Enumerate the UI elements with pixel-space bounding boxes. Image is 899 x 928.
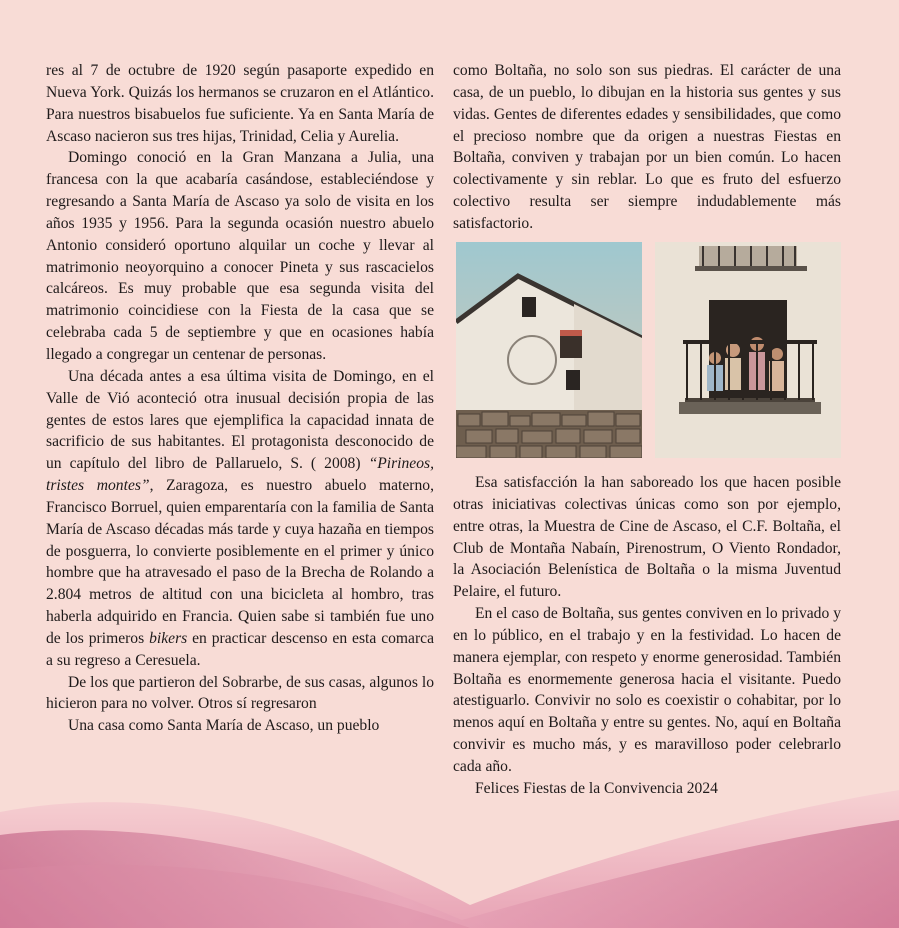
- book-title: “Pirineos, tristes montes”: [46, 455, 434, 495]
- photo-house-facade: [456, 242, 642, 458]
- left-text-column: [46, 60, 434, 737]
- paragraph-text: Una década antes a esa última visita de Domingo, en el Valle de Vió aconteció otra inusual decisión propia de las gentes de estos lares que ejemplifica la capacidad innata de sacrificio de sus habitantes. El protagonista desconocido de un capítulo del libro de Pallaruelo, S. ( 2008): [46, 367, 434, 473]
- paragraph: Una casa como Santa María de Ascaso, un pueblo: [68, 717, 380, 735]
- paragraph-text: en practicar descenso en esta comarca a su regreso a Ceresuela.: [46, 629, 434, 669]
- paragraph: como Boltaña, no solo son sus piedras. El carácter de una casa, de un pueblo, lo dibujan en la historia sus gentes y sus vidas. Gentes de diferentes edades y sensibilidades, que como el precioso nombre que da origen a nuestras Fiestas en Boltaña, conviven y trabajan por un bien común. Lo hacen colectivamente y sin reblar. Lo que es fruto del esfuerzo colectivo resulta ser siempre indudablemente más satisfactorio.: [453, 62, 841, 232]
- closing-line: Felices Fiestas de la Convivencia 2024: [475, 779, 718, 797]
- paragraph: En el caso de Boltaña, sus gentes conviven en lo privado y en lo público, en el trabajo y en la festividad. Lo hacen de manera ejemplar, con respeto y enorme generosidad. También Boltaña es enormemente generosa hacia el visitante. Puedo atestiguarlo. Convivir no solo es coexistir o cohabitar, por lo menos aquí en Boltaña y entre su gentes. No, aquí en Boltaña convivir es mucho más, y es maravilloso poder celebrarlo cada año.: [453, 605, 841, 775]
- paragraph: Esa satisfacción la han saboreado los que hacen posible otras iniciativas colectivas únicas como son por ejemplo, entre otras, la Muestra de Cine de Ascaso, el C.F. Boltaña, el Club de Montaña Nabaín, Pirenostrum, O Viento Rondador, la Asociación Belenística de Boltaña o la misma Juventud Pelaire, el futuro.: [453, 474, 841, 601]
- paragraph: [46, 366, 434, 672]
- paragraph: res al 7 de octubre de 1920 según pasaporte expedido en Nueva York. Quizás los hermanos se cruzaron en el Atlántico. Para nuestros bisabuelos fue suficiente. Ya en Santa María de Ascaso nacieron sus tres hijas, Trinidad, Celia y Aurelia.: [46, 62, 434, 145]
- photo-children-on-balcony: [655, 242, 841, 458]
- paragraph: Domingo conoció en la Gran Manzana a Julia, una francesa con la que acabaría casándose, estableciéndose y regresando a Santa María de Ascaso ya solo de visita en los años 1935 y 1956. Para la segunda ocasión nuestro abuelo Antonio consideró oportuno alquilar un coche y llevar al matrimonio neoyorquino a conocer Pineta y sus rascacielos calcáreos. Es muy probable que esa segunda visita del matrimonio coincidiese con la Fiesta de la casa que se celebraba cada 5 de septiembre y que en ocasiones había llegado a congregar un centenar de personas.: [46, 149, 434, 363]
- paragraph-text: , Zaragoza, es nuestro abuelo materno, Francisco Borruel, quien emparentaría con la familia de Santa María de Ascaso décadas más tarde y cuya hazaña en tiempos de posguerra, lo convierte posiblemente en el primer y único hombre que ha atravesado el paso de la Brecha de Rolando a 2.804 metros de altitud con una bicicleta al hombro, tras haberla adquirido en Francia. Quien sabe si también fue uno de los primeros: [46, 477, 434, 647]
- right-text-column-top: [453, 60, 841, 235]
- emphasis-word: bikers: [149, 629, 188, 647]
- right-text-column-bottom: [453, 472, 841, 800]
- paragraph: De los que partieron del Sobrarbe, de sus casas, algunos lo hicieron para no volver. Otros sí regresaron: [46, 673, 434, 713]
